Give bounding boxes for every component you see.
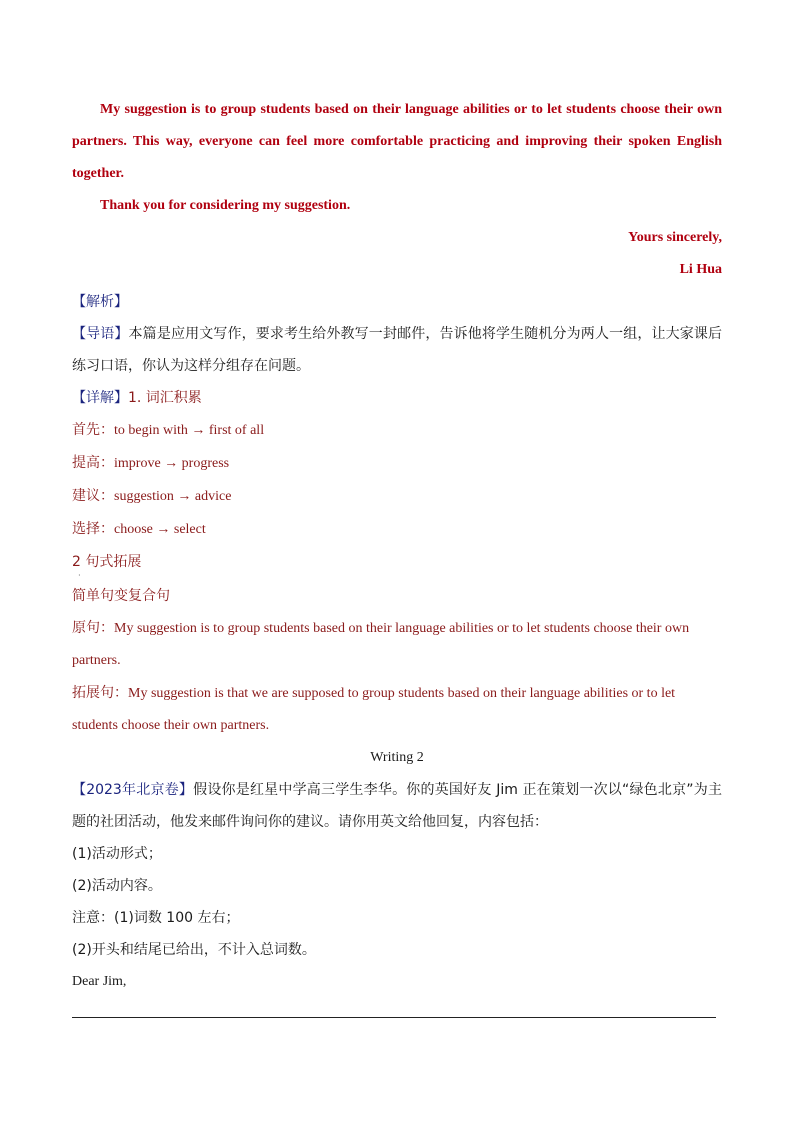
- answer-signature: Li Hua: [679, 262, 722, 277]
- writing2-note-line2: (2)开头和结尾已给出，不计入总词数。: [72, 942, 316, 958]
- answer-para1-line1: My suggestion is to group students based on their language abilities or to let students choose their own: [100, 102, 722, 117]
- detail-title: 1. 词汇积累: [128, 390, 202, 406]
- sentence-type: 简单句变复合句: [72, 588, 170, 604]
- detail-tag: 【详解】: [72, 390, 128, 406]
- vocab-value: improve → progress: [114, 456, 230, 471]
- answer-closing: Yours sincerely,: [628, 230, 722, 245]
- guide-text-1: 本篇是应用文写作，要求考生给外教写一封邮件，告诉他将学生随机分为两人一组，让大家课后: [128, 326, 723, 342]
- writing2-item-1: (1)活动形式；: [72, 846, 162, 862]
- section2-dot: ·: [78, 571, 81, 580]
- original-line2: partners.: [72, 653, 121, 668]
- extended-line2: students choose their own partners.: [72, 718, 270, 733]
- writing2-title: Writing 2: [370, 750, 424, 765]
- analysis-heading-tag: 【解析】: [72, 294, 128, 310]
- vocab-value: to begin with → first of all: [114, 423, 265, 438]
- original-text-1: My suggestion is to group students based on their language abilities or to let students choose their own: [114, 621, 690, 636]
- extended-text-1: My suggestion is that we are supposed to group students based on their language abilities or to let: [128, 686, 676, 701]
- detail-line: [72, 382, 722, 414]
- analysis-heading: [72, 286, 722, 318]
- writing2-source-tag: 【2023年北京卷】: [72, 782, 194, 798]
- writing2-item-2: (2)活动内容。: [72, 878, 162, 894]
- writing2-prompt-text-1: 假设你是红星中学高三学生李华。你的英国好友 Jim 正在策划一次以“绿色北京”为主: [193, 782, 722, 798]
- extended-line1: [72, 677, 722, 710]
- answer-para1-line3: together.: [72, 166, 124, 181]
- vocab-label: 提高：: [72, 455, 114, 471]
- vocab-item-1: [72, 414, 722, 447]
- answer-para1-line2: partners. This way, everyone can feel more comfortable practicing and improving their spoken English: [72, 134, 722, 149]
- original-label: 原句：: [72, 620, 114, 636]
- guide-line1: [72, 318, 722, 350]
- answer-writing-line: [72, 1017, 716, 1018]
- document-page: [72, 94, 722, 998]
- writing2-prompt-line2: 题的社团活动，他发来邮件询问你的建议。请你用英文给他回复，内容包括：: [72, 814, 548, 830]
- vocab-label: 建议：: [72, 488, 114, 504]
- writing2-note-line1: 注意：(1)词数 100 左右；: [72, 910, 240, 926]
- vocab-item-3: [72, 480, 722, 513]
- extended-label: 拓展句：: [72, 685, 128, 701]
- original-line1: [72, 612, 722, 645]
- answer-para2: Thank you for considering my suggestion.: [100, 198, 351, 213]
- vocab-item-4: [72, 513, 722, 546]
- vocab-value: suggestion → advice: [114, 489, 232, 504]
- guide-line2: 练习口语，你认为这样分组存在问题。: [72, 358, 310, 374]
- writing2-greeting: Dear Jim,: [72, 974, 127, 989]
- writing2-prompt-line1: [72, 774, 722, 806]
- vocab-label: 首先：: [72, 422, 114, 438]
- vocab-item-2: [72, 447, 722, 480]
- vocab-value: choose → select: [114, 522, 206, 537]
- vocab-label: 选择：: [72, 521, 114, 537]
- section2-title: 2 句式拓展: [72, 554, 142, 570]
- guide-tag: 【导语】: [72, 326, 129, 342]
